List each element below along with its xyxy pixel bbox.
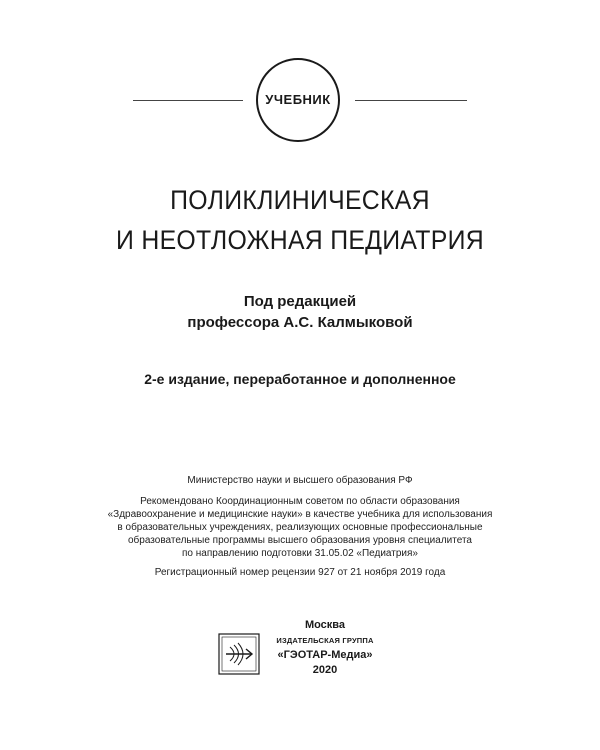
editor-line-2: профессора А.С. Калмыковой	[187, 314, 413, 331]
ministry-line: Министерство науки и высшего образования РФ	[187, 475, 413, 486]
approval-line-2: «Здравоохранение и медицинские науки» в качестве учебника для использования	[107, 509, 493, 520]
approval-line-1: Рекомендовано Координационным советом по области образования	[140, 496, 460, 507]
approval-block	[0, 474, 600, 579]
editor-block	[0, 291, 600, 333]
approval-line-3: в образовательных учреждениях, реализующих основные профессиональные	[117, 522, 483, 533]
title-line-2: И НЕОТЛОЖНАЯ ПЕДИАТРИЯ	[116, 225, 484, 255]
publisher-block	[0, 618, 600, 688]
badge-row	[0, 58, 600, 144]
publisher-text	[262, 618, 388, 678]
badge-label: УЧЕБНИК	[265, 92, 331, 107]
editor-line-1: Под редакцией	[243, 293, 357, 310]
publication-year: 2020	[312, 664, 338, 676]
book-title	[24, 180, 576, 260]
publisher-name: «ГЭОТАР-Медиа»	[277, 649, 373, 661]
approval-line-5: по направлению подготовки 31.05.02 «Педиатрия»	[182, 548, 418, 559]
left-rule	[133, 100, 243, 101]
title-line-1: ПОЛИКЛИНИЧЕСКАЯ	[170, 185, 430, 215]
publisher-city: Москва	[304, 619, 346, 631]
publisher-logo-icon	[218, 633, 260, 675]
registration-line: Регистрационный номер рецензии 927 от 21 ноября 2019 года	[154, 567, 446, 578]
publisher-group: ИЗДАТЕЛЬСКАЯ ГРУППА	[276, 636, 374, 645]
textbook-badge	[256, 58, 340, 142]
right-rule	[355, 100, 467, 101]
approval-line-4: образовательные программы высшего образования уровня специалитета	[128, 535, 472, 546]
edition-note: 2-е издание, переработанное и дополненное	[144, 371, 456, 387]
